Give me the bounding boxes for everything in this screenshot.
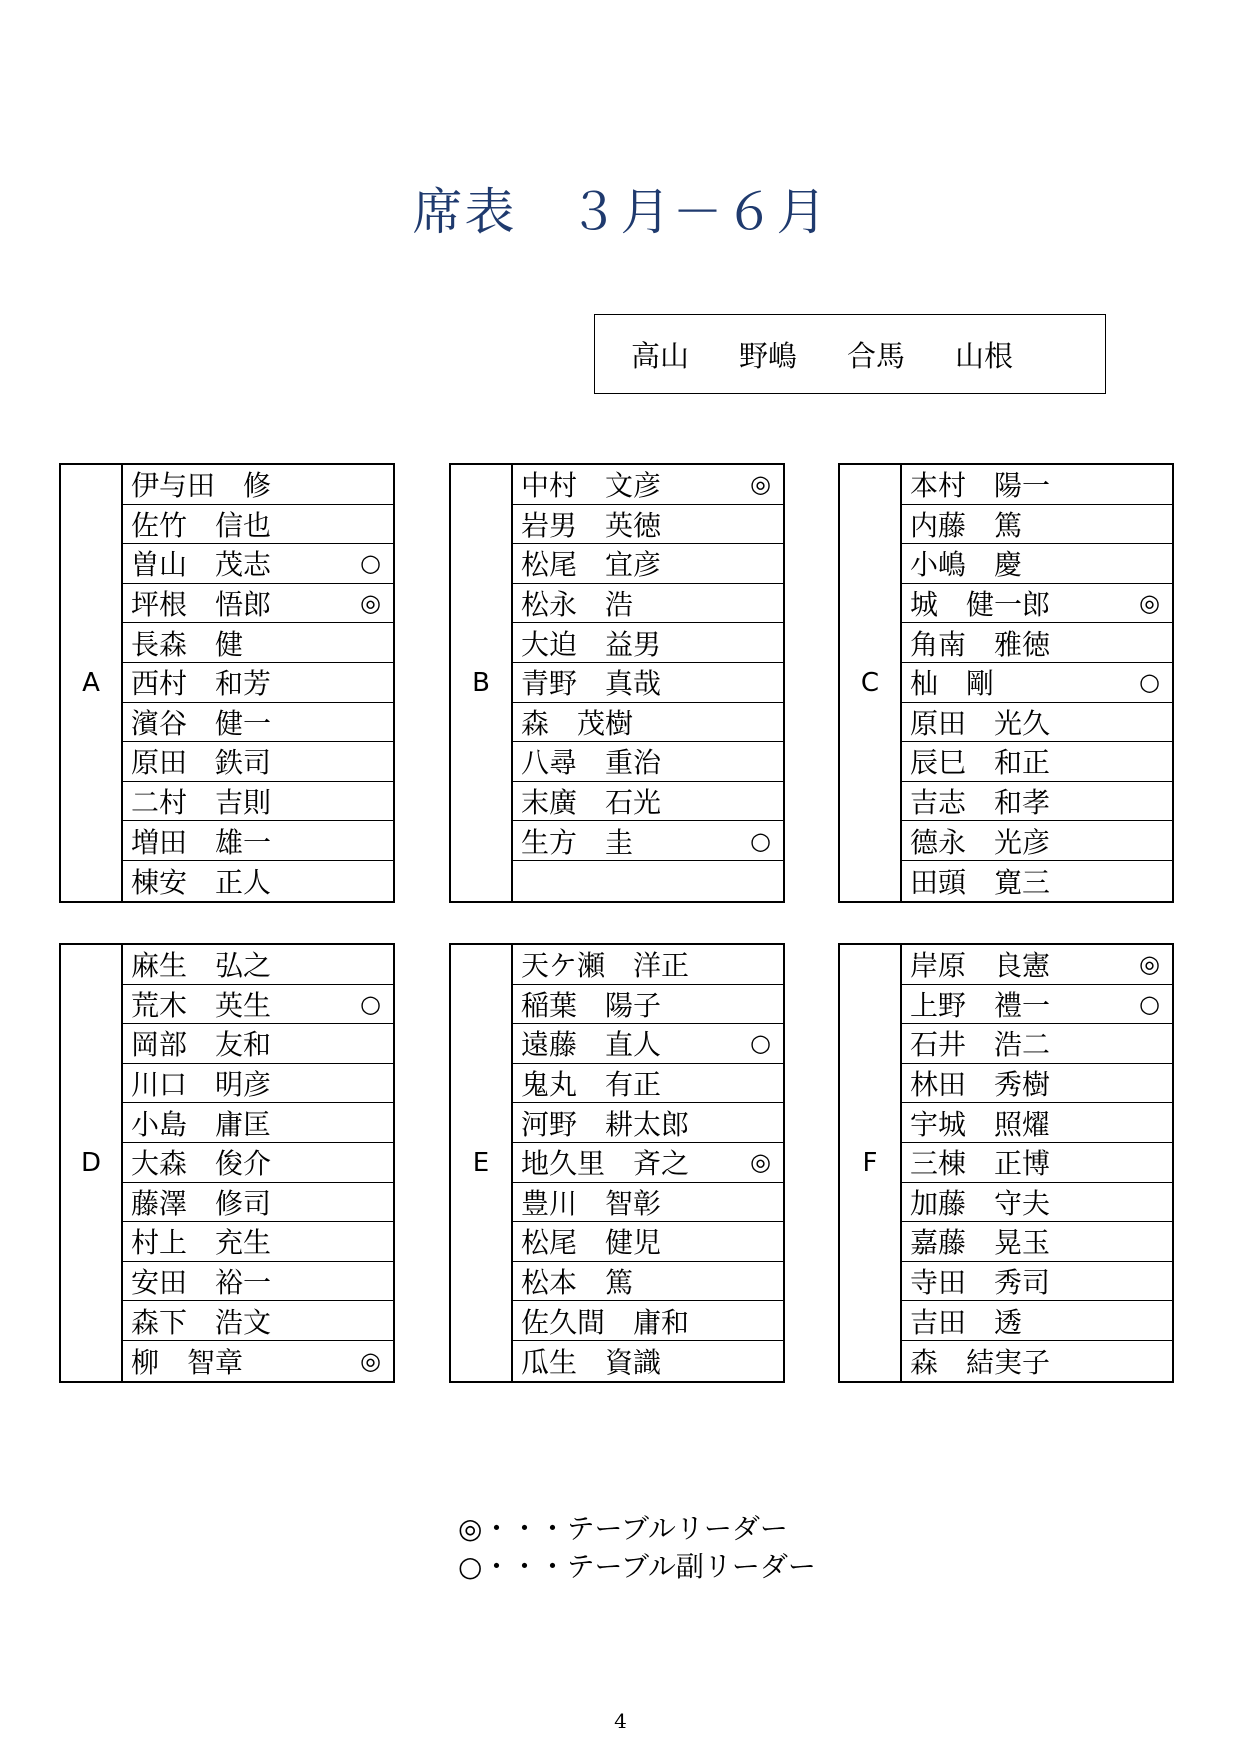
member-name: 大迫 益男 (521, 627, 662, 661)
member-name: 豊川 智彰 (521, 1186, 662, 1220)
member-row (902, 623, 1172, 663)
host-box (594, 314, 1106, 394)
member-name: 森 結実子 (910, 1345, 1051, 1379)
member-name: 岸原 良憲 (910, 949, 1051, 983)
member-row (513, 1024, 783, 1064)
legend (458, 1510, 816, 1586)
member-row (123, 1183, 393, 1223)
role-mark: ○ (360, 989, 381, 1018)
member-row (902, 1103, 1172, 1143)
subleader-symbol: ○ (458, 1550, 483, 1583)
member-name: 德永 光彦 (910, 825, 1051, 859)
role-mark: ◎ (360, 589, 381, 618)
member-row (513, 821, 783, 861)
member-name: 松尾 宜彦 (521, 548, 662, 582)
group-label: C (840, 465, 902, 901)
role-mark: ○ (1139, 668, 1160, 697)
member-row (513, 861, 783, 901)
member-row (513, 945, 783, 985)
member-name: 川口 明彦 (131, 1068, 272, 1102)
member-row (513, 985, 783, 1025)
member-name: 柳 智章 (131, 1345, 244, 1379)
member-row (513, 1183, 783, 1223)
member-name: 遠藤 直人 (521, 1028, 662, 1062)
member-row (513, 1103, 783, 1143)
member-name: 鬼丸 有正 (521, 1068, 662, 1102)
member-row (902, 584, 1172, 624)
member-row (513, 544, 783, 584)
member-row (513, 742, 783, 782)
member-row (513, 505, 783, 545)
member-row (123, 821, 393, 861)
role-mark: ◎ (750, 470, 771, 499)
member-name: 加藤 守夫 (910, 1186, 1051, 1220)
member-list (513, 465, 783, 901)
member-name: 坪根 悟郎 (131, 588, 272, 622)
member-row (123, 1341, 393, 1381)
member-name: 本村 陽一 (910, 469, 1051, 503)
member-name: 内藤 篤 (910, 508, 1023, 542)
member-row (902, 1064, 1172, 1104)
role-mark: ◎ (1139, 950, 1160, 979)
leader-symbol: ◎ (458, 1512, 483, 1545)
member-name: 佐竹 信也 (131, 508, 272, 542)
host-name: 野嶋 (739, 338, 798, 373)
member-name: 伊与田 修 (131, 469, 272, 503)
member-name: 増田 雄一 (131, 825, 272, 859)
member-name: 松永 浩 (521, 588, 634, 622)
table-group (449, 463, 785, 903)
page-title: 席表 ３月－６月 (412, 183, 829, 241)
member-row (123, 985, 393, 1025)
member-name: 藤澤 修司 (131, 1186, 272, 1220)
member-list (123, 465, 393, 901)
member-name: 荒木 英生 (131, 988, 272, 1022)
member-row (902, 821, 1172, 861)
member-name: 佐久間 庸和 (521, 1305, 690, 1339)
group-label: A (61, 465, 123, 901)
member-name: 西村 和芳 (131, 667, 272, 701)
member-name: 宇城 照燿 (910, 1107, 1051, 1141)
page-number: 4 (614, 1709, 627, 1733)
member-row (513, 782, 783, 822)
group-label: E (451, 945, 513, 1381)
role-mark: ○ (360, 549, 381, 578)
member-row (123, 584, 393, 624)
legend-subleader (458, 1548, 816, 1586)
member-name: 曽山 茂志 (131, 548, 272, 582)
member-row (902, 945, 1172, 985)
member-name: 岩男 英徳 (521, 508, 662, 542)
member-name: 末廣 石光 (521, 786, 662, 820)
member-row (513, 1341, 783, 1381)
member-name: 棟安 正人 (131, 865, 272, 899)
member-row (123, 782, 393, 822)
member-row (902, 742, 1172, 782)
member-row (123, 703, 393, 743)
legend-text: ・・・テーブル副リーダー (482, 1550, 816, 1583)
member-row (902, 1262, 1172, 1302)
member-row (513, 1262, 783, 1302)
host-name: 合馬 (847, 338, 906, 373)
role-mark: ◎ (360, 1346, 381, 1375)
member-row (123, 1301, 393, 1341)
member-row (123, 1103, 393, 1143)
member-row (902, 985, 1172, 1025)
member-row (902, 505, 1172, 545)
member-name: 二村 吉則 (131, 786, 272, 820)
member-row (513, 465, 783, 505)
member-name: 岡部 友和 (131, 1028, 272, 1062)
member-row (513, 663, 783, 703)
member-row (902, 465, 1172, 505)
member-name: 地久里 斉之 (521, 1147, 690, 1181)
member-row (123, 505, 393, 545)
member-row (123, 663, 393, 703)
member-name: 瓜生 資識 (521, 1345, 662, 1379)
member-name: 安田 裕一 (131, 1266, 272, 1300)
member-name: 原田 鉄司 (131, 746, 272, 780)
member-row (513, 1064, 783, 1104)
role-mark: ○ (750, 826, 771, 855)
member-name: 角南 雅徳 (910, 627, 1051, 661)
member-row (123, 544, 393, 584)
member-name: 石井 浩二 (910, 1028, 1051, 1062)
member-name: 上野 禮一 (910, 988, 1051, 1022)
table-group (838, 463, 1174, 903)
member-name: 濱谷 健一 (131, 706, 272, 740)
role-mark: ○ (1139, 989, 1160, 1018)
member-row (902, 782, 1172, 822)
member-row (902, 1143, 1172, 1183)
role-mark: ◎ (750, 1148, 771, 1177)
table-group (59, 463, 395, 903)
member-row (123, 1262, 393, 1302)
member-name: 森下 浩文 (131, 1305, 272, 1339)
group-label: F (840, 945, 902, 1381)
host-name: 高山 (631, 338, 690, 373)
member-row (902, 1222, 1172, 1262)
member-name: 松尾 健児 (521, 1226, 662, 1260)
member-row (513, 623, 783, 663)
member-row (123, 1024, 393, 1064)
member-row (902, 663, 1172, 703)
role-mark: ○ (750, 1029, 771, 1058)
role-mark: ◎ (1139, 589, 1160, 618)
member-list (513, 945, 783, 1381)
member-row (123, 1064, 393, 1104)
member-name: 辰巳 和正 (910, 746, 1051, 780)
table-group (59, 943, 395, 1383)
member-name: 天ケ瀬 洋正 (521, 949, 690, 983)
host-name: 山根 (955, 338, 1014, 373)
legend-text: ・・・テーブルリーダー (482, 1512, 788, 1545)
member-name: 麻生 弘之 (131, 949, 272, 983)
member-name: 大森 俊介 (131, 1147, 272, 1181)
member-row (902, 703, 1172, 743)
member-name: 長森 健 (131, 627, 244, 661)
member-list (123, 945, 393, 1381)
member-name: 吉田 透 (910, 1305, 1023, 1339)
member-name: 杣 剛 (910, 667, 995, 701)
member-list (902, 945, 1172, 1381)
member-row (513, 703, 783, 743)
member-row (513, 584, 783, 624)
member-name: 八尋 重治 (521, 746, 662, 780)
member-row (513, 1301, 783, 1341)
member-list (902, 465, 1172, 901)
member-name: 林田 秀樹 (910, 1068, 1051, 1102)
member-row (902, 1341, 1172, 1381)
member-name: 村上 充生 (131, 1226, 272, 1260)
member-name: 田頭 寛三 (910, 865, 1051, 899)
member-name: 吉志 和孝 (910, 786, 1051, 820)
member-name: 小嶋 慶 (910, 548, 1023, 582)
member-name: 小島 庸匡 (131, 1107, 272, 1141)
table-group (449, 943, 785, 1383)
member-name: 嘉藤 晃玉 (910, 1226, 1051, 1260)
member-row (902, 1183, 1172, 1223)
member-row (123, 623, 393, 663)
member-name: 河野 耕太郎 (521, 1107, 690, 1141)
member-name: 寺田 秀司 (910, 1266, 1051, 1300)
legend-leader (458, 1510, 816, 1548)
member-name: 原田 光久 (910, 706, 1051, 740)
member-name: 森 茂樹 (521, 706, 634, 740)
member-name: 城 健一郎 (910, 588, 1051, 622)
member-name: 中村 文彦 (521, 469, 662, 503)
member-row (513, 1222, 783, 1262)
member-row (123, 1143, 393, 1183)
member-row (902, 1301, 1172, 1341)
member-row (123, 861, 393, 901)
member-row (902, 544, 1172, 584)
member-row (123, 465, 393, 505)
member-row (123, 945, 393, 985)
group-label: D (61, 945, 123, 1381)
member-name: 青野 真哉 (521, 667, 662, 701)
member-row (902, 861, 1172, 901)
member-name: 松本 篤 (521, 1266, 634, 1300)
member-name: 生方 圭 (521, 825, 634, 859)
group-label: B (451, 465, 513, 901)
member-row (902, 1024, 1172, 1064)
member-row (513, 1143, 783, 1183)
member-row (123, 1222, 393, 1262)
table-group (838, 943, 1174, 1383)
member-name: 稲葉 陽子 (521, 988, 662, 1022)
member-name: 三棟 正博 (910, 1147, 1051, 1181)
member-row (123, 742, 393, 782)
